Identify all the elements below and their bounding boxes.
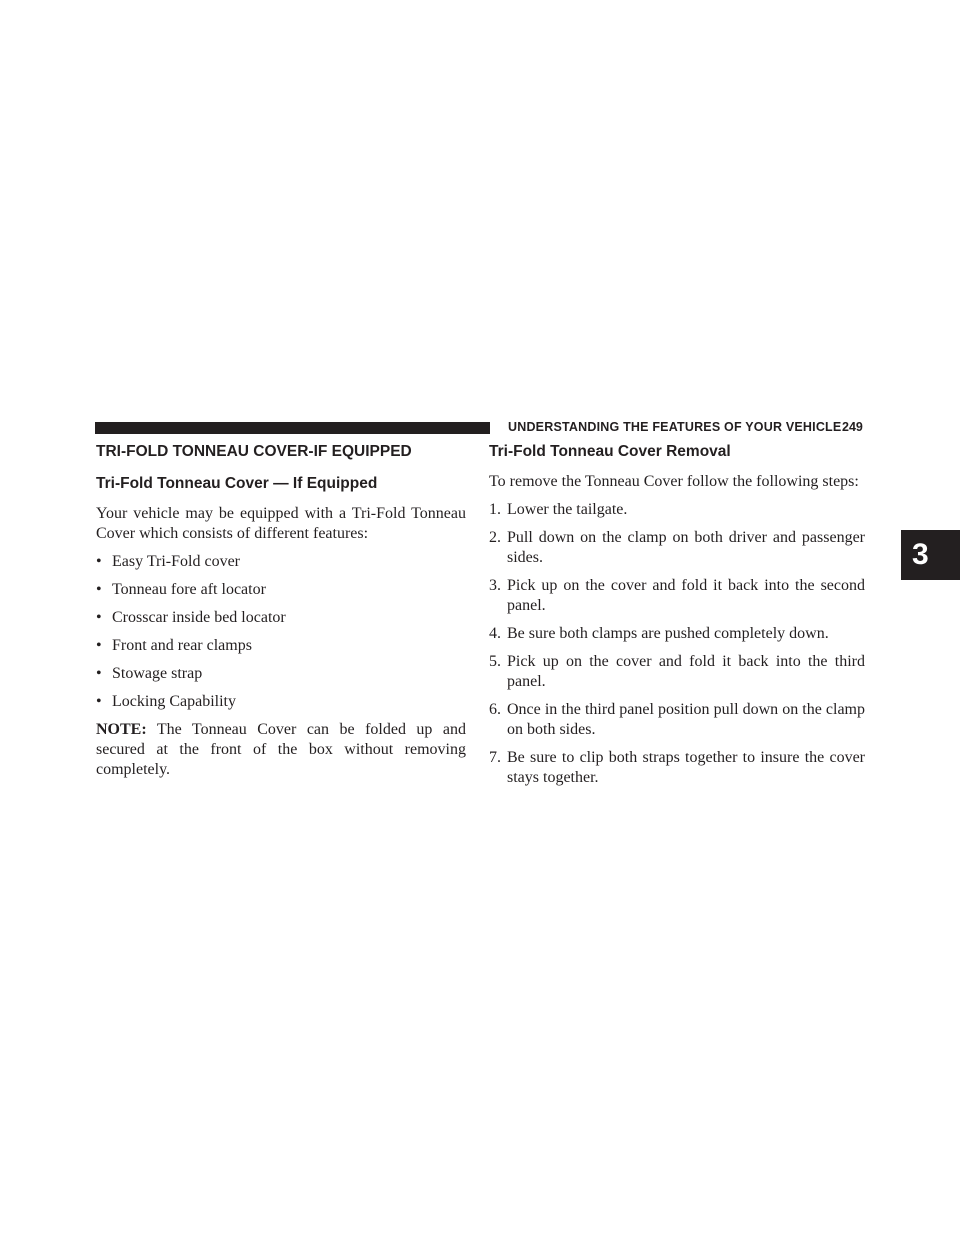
removal-intro: To remove the Tonneau Cover follow the following steps: [489, 473, 859, 490]
bullet-icon: • [96, 637, 102, 654]
note-label: NOTE: [96, 721, 147, 738]
step-text: Pick up on the cover and fold it back into the second panel. [507, 577, 865, 614]
list-item [489, 528, 865, 568]
step-number: 6. [489, 701, 501, 718]
feature-list [96, 552, 466, 712]
note-paragraph [96, 720, 466, 780]
bullet-icon: • [96, 665, 102, 682]
list-item: • Locking Capability [96, 693, 236, 710]
step-text: Pull down on the clamp on both driver and passenger sides. [507, 529, 865, 566]
list-item: • Stowage strap [96, 665, 203, 682]
step-text: Pick up on the cover and fold it back into the third panel. [507, 653, 865, 690]
chapter-tab: 3 [901, 530, 960, 580]
subsection-title: Tri-Fold Tonneau Cover — If Equipped [96, 475, 378, 492]
list-item: • Crosscar inside bed locator [96, 609, 286, 626]
note-text: The Tonneau Cover can be folded up and secured at the front of the box without removing completely. [96, 721, 466, 778]
step-number: 3. [489, 577, 501, 594]
removal-subsection-title: Tri-Fold Tonneau Cover Removal [489, 443, 731, 460]
list-item: • Front and rear clamps [96, 637, 252, 654]
right-column [489, 440, 865, 788]
step-number: 1. [489, 501, 501, 518]
step-number: 7. [489, 749, 501, 766]
bullet-icon: • [96, 609, 102, 626]
step-text: Be sure to clip both straps together to insure the cover stays together. [507, 749, 865, 786]
step-number: 2. [489, 529, 501, 546]
header-rule-bar [95, 422, 490, 434]
list-item: • Easy Tri-Fold cover [96, 553, 240, 570]
list-item [489, 652, 865, 692]
step-text: Lower the tailgate. [507, 501, 628, 518]
list-item [489, 576, 865, 616]
step-text: Once in the third panel position pull down on the clamp on both sides. [507, 701, 865, 738]
removal-steps-list [489, 500, 865, 788]
list-item [489, 500, 865, 520]
list-item: • Tonneau fore aft locator [96, 581, 266, 598]
page-number: 249 [842, 420, 863, 434]
list-item [489, 700, 865, 740]
bullet-icon: • [96, 581, 102, 598]
bullet-icon: • [96, 693, 102, 710]
step-number: 5. [489, 653, 501, 670]
intro-paragraph: Your vehicle may be equipped with a Tri-Fold Tonneau Cover which consists of different features: [96, 505, 466, 542]
left-column [96, 440, 466, 780]
bullet-icon: • [96, 553, 102, 570]
list-item [489, 624, 865, 644]
section-title: TRI-FOLD TONNEAU COVER-IF EQUIPPED [96, 443, 412, 460]
running-header-title: UNDERSTANDING THE FEATURES OF YOUR VEHICLE [508, 420, 842, 434]
step-number: 4. [489, 625, 501, 642]
list-item [489, 748, 865, 788]
step-text: Be sure both clamps are pushed completely down. [507, 625, 829, 642]
